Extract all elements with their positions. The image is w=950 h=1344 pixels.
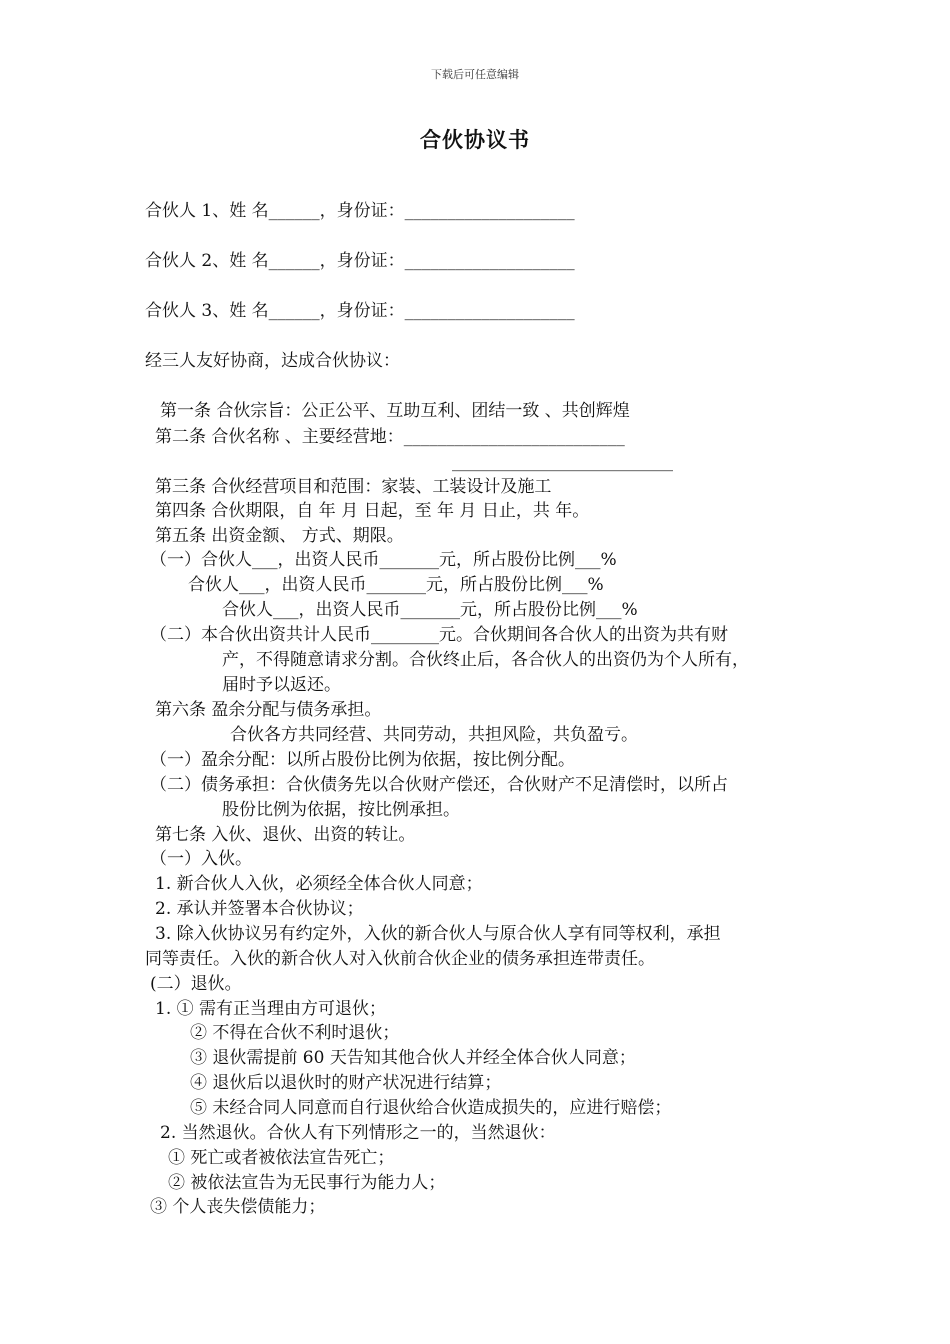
withdrawal-rule-2-a: ① 死亡或者被依法宣告死亡； <box>168 1148 395 1168</box>
partner-line-2: 合伙人 2、姓 名______，身份证：____________________ <box>145 251 575 271</box>
article-5-item-2-cont-1: 产，不得随意请求分割。合伙终止后，各合伙人的出资仍为个人所有， <box>222 650 749 670</box>
admission-rule-3-cont: 同等责任。入伙的新合伙人对入伙前合伙企业的债务承担连带责任。 <box>145 949 655 969</box>
withdrawal-rule-1: 1. ① 需有正当理由方可退伙； <box>155 999 387 1019</box>
article-4: 第四条 合伙期限，自 年 月 日起，至 年 月 日止，共 年。 <box>155 501 590 521</box>
article-2-blank-line: __________________________ <box>452 452 673 472</box>
withdrawal-rule-2: 2. 当然退伙。合伙人有下列情形之一的，当然退伙： <box>160 1123 556 1143</box>
article-6: 第六条 盈余分配与债务承担。 <box>155 700 382 720</box>
withdrawal-rule-1-c: ③ 退伙需提前 60 天告知其他合伙人并经全体合伙人同意； <box>190 1048 636 1068</box>
article-5-item-1-partner-a: （一）合伙人___，出资人民币_______元，所占股份比例___% <box>150 550 617 570</box>
partner-line-3: 合伙人 3、姓 名______，身份证：____________________ <box>145 301 575 321</box>
admission-rule-2: 2. 承认并签署本合伙协议； <box>155 899 364 919</box>
article-5: 第五条 出资金额、 方式、期限。 <box>155 526 404 546</box>
article-1: 第一条 合伙宗旨：公正公平、互助互利、团结一致 、共创辉煌 <box>160 401 630 421</box>
document-title: 合伙协议书 <box>420 127 530 152</box>
article-6-principle: 合伙各方共同经营、共同劳动，共担风险，共负盈亏。 <box>230 725 638 745</box>
page-header: 下载后可任意编辑 <box>431 68 519 81</box>
withdrawal-rule-1-e: ⑤ 未经合同人同意而自行退伙给合伙造成损失的，应进行赔偿； <box>190 1098 672 1118</box>
withdrawal-rule-2-b: ② 被依法宣告为无民事行为能力人； <box>168 1173 446 1193</box>
withdrawal-rule-1-d: ④ 退伙后以退伙时的财产状况进行结算； <box>190 1073 502 1093</box>
withdrawal-rule-1-b: ② 不得在合伙不利时退伙； <box>190 1023 400 1043</box>
article-6-item-2: （二）债务承担：合伙债务先以合伙财产偿还，合伙财产不足清偿时，以所占 <box>150 775 728 795</box>
article-5-item-2-cont-2: 届时予以返还。 <box>222 675 341 695</box>
partner-line-1: 合伙人 1、姓 名______，身份证：____________________ <box>145 201 575 221</box>
article-5-item-1-partner-c: 合伙人___，出资人民币_______元，所占股份比例___% <box>222 600 638 620</box>
article-6-item-1: （一）盈余分配：以所占股份比例为依据，按比例分配。 <box>150 750 575 770</box>
article-5-item-2: （二）本合伙出资共计人民币________元。合伙期间各合伙人的出资为共有财 <box>150 625 728 645</box>
intro-text: 经三人友好协商，达成合伙协议： <box>145 351 400 371</box>
article-7-item-2: (二）退伙。 <box>150 974 242 994</box>
article-5-item-1-partner-b: 合伙人___，出资人民币_______元，所占股份比例___% <box>188 575 604 595</box>
article-7: 第七条 入伙、退伙、出资的转让。 <box>155 825 416 845</box>
article-6-item-2-cont: 股份比例为依据，按比例承担。 <box>222 800 460 820</box>
admission-rule-1: 1. 新合伙人入伙，必须经全体合伙人同意； <box>155 874 483 894</box>
admission-rule-3: 3. 除入伙协议另有约定外，入伙的新合伙人与原合伙人享有同等权利，承担 <box>155 924 721 944</box>
article-7-item-1: （一）入伙。 <box>150 849 252 869</box>
article-3: 第三条 合伙经营项目和范围：家装、工装设计及施工 <box>155 477 552 497</box>
withdrawal-rule-2-c: ③ 个人丧失偿债能力； <box>150 1197 326 1217</box>
article-2: 第二条 合伙名称 、主要经营地：__________________________ <box>155 427 625 447</box>
